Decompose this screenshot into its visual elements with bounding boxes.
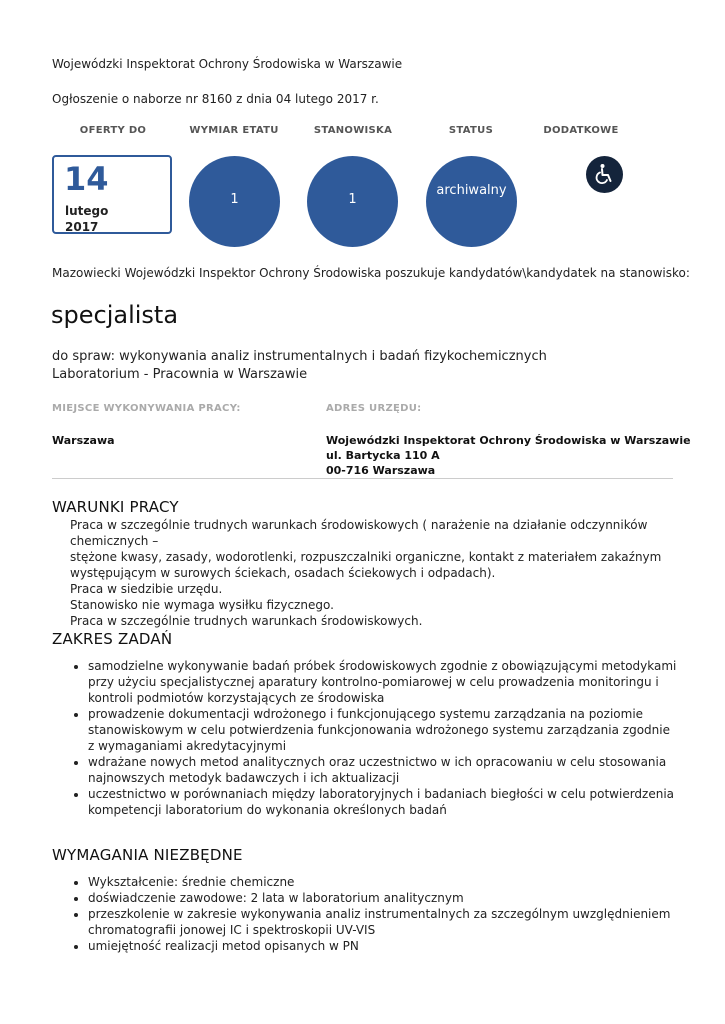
duties-list-wrapper — [52, 658, 677, 818]
positions-label: STANOWISKA — [313, 125, 393, 136]
address-line: ul. Bartycka 110 A — [326, 449, 440, 462]
list-item: • doświadczenie zawodowe: 2 lata w laboratorium analitycznym — [88, 890, 677, 906]
divider — [52, 478, 673, 479]
status-value: archiwalny — [436, 183, 507, 198]
deadline-year: 2017 — [65, 220, 99, 234]
list-item: • prowadzenie dokumentacji wdrożonego i funkcjonującego systemu zarządzania na poziomie stanowiskowym w celu potwierdzenia funkcjonowania wdrożonego systemu zarządzania zgodnie z wymaganiami akredytacyjnymi — [88, 706, 677, 754]
duties-heading: ZAKRES ZADAŃ — [52, 630, 173, 648]
list-item: • przeszkolenie w zakresie wykonywania analiz instrumentalnych za szczególnym uwzględnieniem chromatografii jonowej IC i spektroskopii UV-VIS — [88, 906, 677, 938]
conditions-line: występującym w surowych ściekach, osadach ściekowych i odpadach). — [70, 566, 496, 580]
requirements-heading: WYMAGANIA NIEZBĘDNE — [52, 846, 243, 864]
fte-circle — [189, 156, 280, 247]
position-department: Laboratorium - Pracownia w Warszawie — [52, 367, 308, 382]
deadline-month: lutego — [65, 204, 109, 218]
list-item: • umiejętność realizacji metod opisanych w PN — [88, 938, 677, 954]
status-label: STATUS — [448, 125, 494, 136]
conditions-line: stężone kwasy, zasady, wodorotlenki, rozpuszczalniki organiczne, kontakt z materiałem zakaźnym — [70, 550, 662, 564]
fte-label: WYMIAR ETATU — [189, 125, 279, 136]
conditions-line: Praca w siedzibie urzędu. — [70, 582, 223, 596]
position-title: specjalista — [51, 301, 179, 329]
positions-value: 1 — [348, 192, 357, 207]
workplace-label: MIEJSCE WYKONYWANIA PRACY: — [52, 403, 241, 414]
conditions-line: Praca w szczególnie trudnych warunkach środowiskowych. — [70, 614, 423, 628]
position-subtitle: do spraw: wykonywania analiz instrumentalnych i badań fizykochemicznych — [52, 349, 547, 364]
requirements-list-wrapper — [52, 874, 677, 954]
fte-value: 1 — [230, 192, 239, 207]
organization-name: Wojewódzki Inspektorat Ochrony Środowiska w Warszawie — [52, 57, 403, 71]
requirements-list — [52, 874, 677, 954]
conditions-body — [70, 517, 680, 629]
deadline-date-box — [52, 155, 172, 234]
conditions-line: Praca w szczególnie trudnych warunkach środowiskowych ( narażenie na działanie odczynników chemicznych – — [70, 518, 648, 548]
wheelchair-icon — [586, 156, 623, 193]
deadline-day: 14 — [64, 160, 109, 198]
office-address-label: ADRES URZĘDU: — [326, 403, 422, 414]
workplace-value: Warszawa — [52, 434, 115, 447]
address-line: Wojewódzki Inspektorat Ochrony Środowiska w Warszawie — [326, 434, 691, 447]
list-item: • Wykształcenie: średnie chemiczne — [88, 874, 677, 890]
address-line: 00-716 Warszawa — [326, 464, 436, 477]
announcement-title: Ogłoszenie o naborze nr 8160 z dnia 04 lutego 2017 r. — [52, 92, 379, 106]
intro-text: Mazowiecki Wojewódzki Inspektor Ochrony Środowiska poszukuje kandydatów\kandydatek na stanowisko: — [52, 266, 690, 280]
list-item: • samodzielne wykonywanie badań próbek środowiskowych zgodnie z obowiązującymi metodykami przy użyciu specjalistycznej aparatury kontrolno-pomiarowej w celu prowadzenia monitoringu i kontroli podmiotów korzystających ze środowiska — [88, 658, 677, 706]
list-item: • wdrażane nowych metod analitycznych oraz uczestnictwo w ich opracowaniu w celu stosowania najnowszych metodyk badawczych i ich aktualizacji — [88, 754, 677, 786]
status-circle — [426, 156, 517, 247]
duties-list — [52, 658, 677, 818]
conditions-line: Stanowisko nie wymaga wysiłku fizycznego. — [70, 598, 334, 612]
conditions-heading: WARUNKI PRACY — [52, 498, 179, 516]
deadline-label: OFERTY DO — [79, 125, 147, 136]
list-item: • uczestnictwo w porównaniach między laboratoryjnych i badaniach biegłości w celu potwierdzenia kompetencji laboratorium do wykonania określonych badań — [88, 786, 677, 818]
extra-label: DODATKOWE — [543, 125, 619, 136]
positions-circle — [307, 156, 398, 247]
